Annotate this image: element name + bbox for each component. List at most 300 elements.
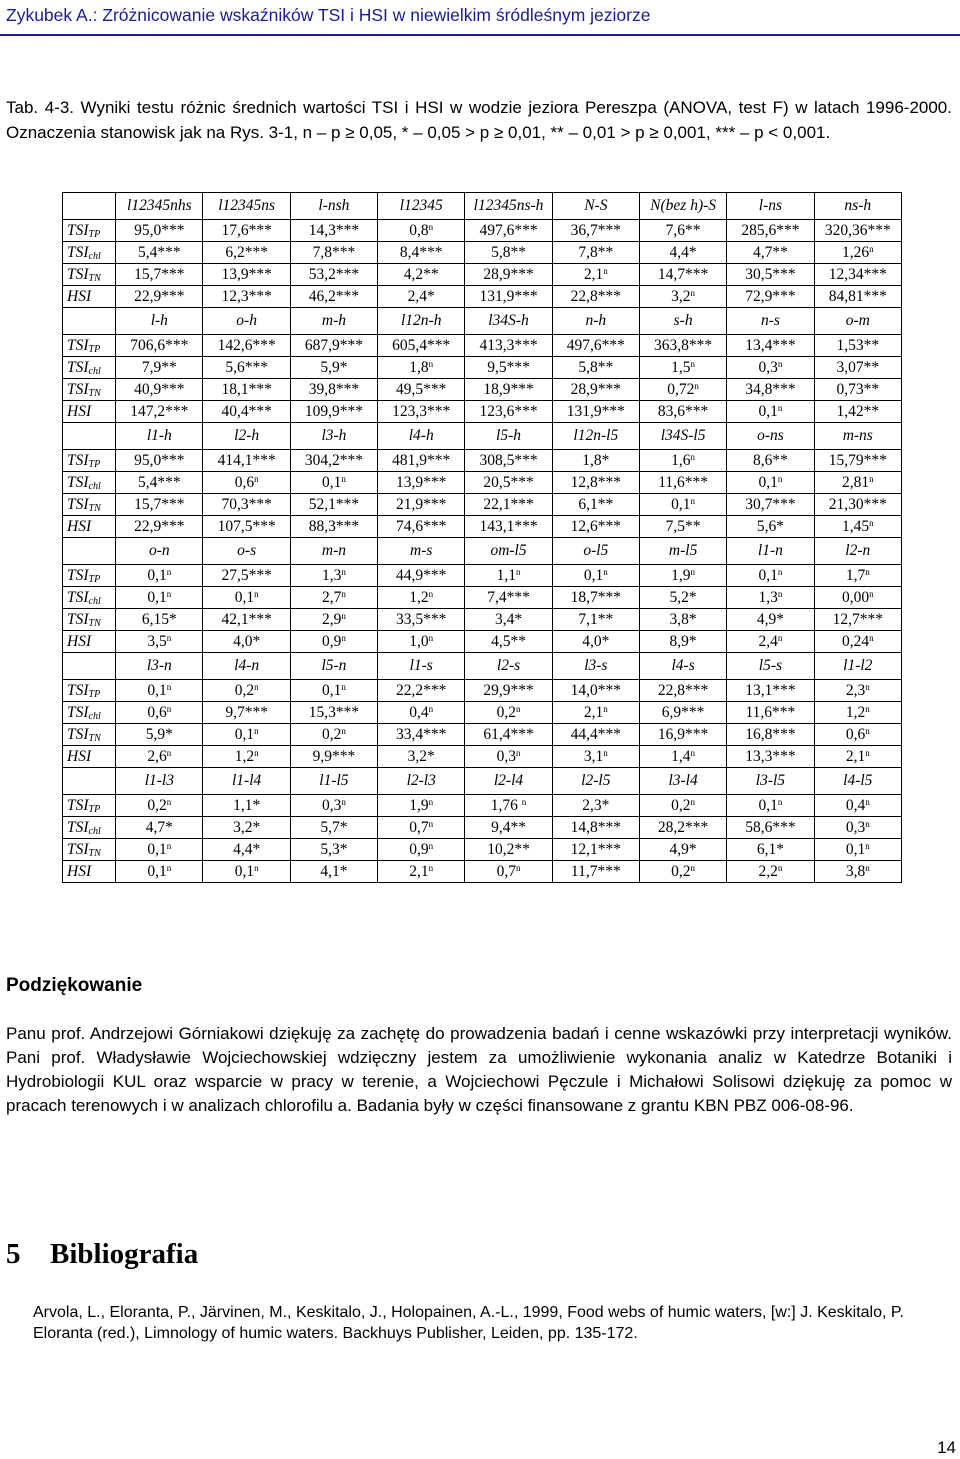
table-cell: 40,9*** [116, 379, 203, 401]
row-label-base: TSI [67, 840, 89, 858]
table-cell: 4,2** [378, 264, 465, 286]
running-header: Zykubek A.: Zróżnicowanie wskaźników TSI i HSI w niewielkim śródleśnym jeziorze [6, 5, 651, 25]
table-cell: 13,4*** [727, 335, 814, 357]
table-cell: 16,8*** [727, 724, 814, 746]
table-cell: 46,2*** [290, 286, 377, 308]
table-row [63, 680, 902, 702]
significance-marker: n [428, 840, 434, 851]
table-cell: 3,2$^n$ [639, 286, 726, 308]
table-cell: 2,1$^n$ [378, 861, 465, 883]
table-cell: 10,2** [465, 839, 552, 861]
table-cell: 12,1*** [552, 839, 639, 861]
table-cell: 1,45$^n$ [814, 516, 901, 538]
column-header: l12345ns [203, 193, 290, 220]
row-label-base: TSI [67, 818, 89, 836]
table-cell: 0,1$^n$ [727, 795, 814, 817]
row-label-base: TSI [67, 221, 89, 239]
table-cell: 33,4*** [378, 724, 465, 746]
column-header: l1-l3 [116, 768, 203, 795]
table-cell: 7,8** [552, 242, 639, 264]
table-cell: 2,1$^n$ [814, 746, 901, 768]
table-cell: 9,9*** [290, 746, 377, 768]
significance-marker: n [865, 703, 870, 714]
row-label-base: TSI [67, 725, 89, 743]
table-cell: 2,3* [552, 795, 639, 817]
column-header: l-ns [727, 193, 814, 220]
table-cell: 3,4* [465, 609, 552, 631]
table-cell: 5,6* [727, 516, 814, 538]
table-cell: 1,76 $^n$ [465, 795, 552, 817]
table-cell: 4,4* [203, 839, 290, 861]
row-label-subscript: TN [88, 847, 101, 859]
row-label [63, 861, 116, 883]
significance-marker: n [694, 380, 699, 391]
table-cell: 1,2$^n$ [814, 702, 901, 724]
row-label-base: HSI [67, 747, 92, 765]
significance-marker: n [428, 796, 434, 807]
table-cell: 28,9*** [465, 264, 552, 286]
row-label-subscript: chl [88, 365, 101, 377]
table-cell: 131,9*** [465, 286, 552, 308]
table-cell: 481,9*** [378, 450, 465, 472]
row-label-base: TSI [67, 610, 89, 628]
column-header: m-l5 [639, 538, 726, 565]
column-header: l34S-h [465, 308, 552, 335]
table-cell: 7,6** [639, 220, 726, 242]
table-cell: 70,3*** [203, 494, 290, 516]
table-cell: 706,6*** [116, 335, 203, 357]
table-header-row [63, 768, 902, 795]
column-header: l4-s [639, 653, 726, 680]
significance-marker: n [166, 632, 172, 643]
row-label [63, 357, 116, 379]
table-cell: 49,5*** [378, 379, 465, 401]
table-cell: 131,9*** [552, 401, 639, 423]
table-cell: 74,6*** [378, 516, 465, 538]
table-cell: 4,0* [552, 631, 639, 653]
row-label [63, 242, 116, 264]
table-cell: 142,6*** [203, 335, 290, 357]
table-header-row [63, 423, 902, 450]
table-cell: 1,7$^n$ [814, 565, 901, 587]
table-row [63, 724, 902, 746]
table-cell: 84,81*** [814, 286, 901, 308]
column-header: n-s [727, 308, 814, 335]
table-cell: 1,9$^n$ [378, 795, 465, 817]
table-cell: 7,4*** [465, 587, 552, 609]
table-cell: 0,1$^n$ [290, 680, 377, 702]
table-cell: 0,1$^n$ [814, 839, 901, 861]
table-cell: 8,4*** [378, 242, 465, 264]
table-cell: 0,8$^n$ [378, 220, 465, 242]
table-cell: 1,0$^n$ [378, 631, 465, 653]
table-cell: 88,3*** [290, 516, 377, 538]
row-label [63, 587, 116, 609]
table-cell: 3,2* [203, 817, 290, 839]
table-cell: 1,8$^n$ [378, 357, 465, 379]
significance-marker: n [869, 473, 874, 484]
column-header: l12345ns-h [465, 193, 552, 220]
table-cell: 8,6** [727, 450, 814, 472]
table-cell: 3,8* [639, 609, 726, 631]
significance-marker: n [428, 632, 434, 643]
table-cell: 0,1$^n$ [552, 565, 639, 587]
row-label-base: HSI [67, 632, 92, 650]
significance-marker: n [166, 681, 172, 692]
table-row [63, 609, 902, 631]
row-label-subscript: TN [88, 502, 101, 514]
significance-marker: n [254, 862, 259, 873]
table-cell: 0,73** [814, 379, 901, 401]
table-cell: 143,1*** [465, 516, 552, 538]
table-cell: 20,5*** [465, 472, 552, 494]
significance-marker: n [603, 566, 608, 577]
row-label-subscript: TP [88, 458, 101, 470]
table-cell: 2,2$^n$ [727, 861, 814, 883]
table-cell: 123,6*** [465, 401, 552, 423]
table-cell: 28,2*** [639, 817, 726, 839]
table-cell: 8,9* [639, 631, 726, 653]
row-label-base: TSI [67, 703, 89, 721]
table-cell: 14,7*** [639, 264, 726, 286]
column-header: o-s [203, 538, 290, 565]
column-header: l12n-h [378, 308, 465, 335]
table-cell: 0,2$^n$ [290, 724, 377, 746]
table-cell: 9,4** [465, 817, 552, 839]
table-cell: 605,4*** [378, 335, 465, 357]
table-row [63, 565, 902, 587]
table-cell: 363,8*** [639, 335, 726, 357]
column-header: l5-s [727, 653, 814, 680]
row-label [63, 631, 116, 653]
table-row [63, 746, 902, 768]
table-header-row [63, 653, 902, 680]
row-label-base: TSI [67, 588, 89, 606]
row-label-base: TSI [67, 451, 89, 469]
row-label [63, 379, 116, 401]
header-blank-cell [63, 538, 116, 565]
significance-marker: n [166, 566, 172, 577]
significance-marker: n [515, 862, 521, 873]
significance-marker: n [690, 358, 696, 369]
table-cell: 0,1$^n$ [203, 724, 290, 746]
table-cell: 44,4*** [552, 724, 639, 746]
table-cell: 0,1$^n$ [116, 680, 203, 702]
row-label [63, 724, 116, 746]
table-cell: 3,1$^n$ [552, 746, 639, 768]
row-label-base: HSI [67, 402, 92, 420]
table-cell: 0,9$^n$ [290, 631, 377, 653]
table-cell: 0,2$^n$ [639, 795, 726, 817]
table-cell: 0,6$^n$ [116, 702, 203, 724]
row-label [63, 472, 116, 494]
table-cell: 53,2*** [290, 264, 377, 286]
significance-marker: n [166, 862, 172, 873]
table-cell: 5,9* [116, 724, 203, 746]
table-cell: 36,7*** [552, 220, 639, 242]
column-header: l5-n [290, 653, 377, 680]
table-cell: 27,5*** [203, 565, 290, 587]
acknowledgements-text: Panu prof. Andrzejowi Górniakowi dziękuję za zachętę do prowadzenia badań i cenne wskazówki przy interpretacji wyników. Pani prof. Władysławie Wojciechowskiej wdzięczny jestem za umożliwienie wykonania analiz w Katedrze Botaniki i Hydrobiologii KUL oraz wsparcie w pracy w terenie, a Wojciechowi Pęczule i Michałowi Solisowi dziękuję za pomoc w pracach terenowych i w analizach chlorofilu a. Badania były w części finansowane z grantu KBN PBZ 006-08-96. [6, 1024, 952, 1115]
table-row [63, 264, 902, 286]
table-row [63, 795, 902, 817]
significance-marker: n [254, 681, 259, 692]
row-label [63, 335, 116, 357]
table-row [63, 516, 902, 538]
table-cell: 4,9* [639, 839, 726, 861]
table-cell: 18,7*** [552, 587, 639, 609]
column-header: l2-h [203, 423, 290, 450]
column-header: s-h [639, 308, 726, 335]
table-cell: 40,4*** [203, 401, 290, 423]
header-blank-cell [63, 308, 116, 335]
table-cell: 22,2*** [378, 680, 465, 702]
row-label-base: HSI [67, 287, 92, 305]
significance-marker: n [166, 747, 172, 758]
table-cell: 497,6*** [465, 220, 552, 242]
significance-marker: n [341, 681, 346, 692]
significance-marker: n [865, 747, 870, 758]
row-label [63, 680, 116, 702]
table-row [63, 220, 902, 242]
table-cell: 29,9*** [465, 680, 552, 702]
significance-marker: n [690, 796, 696, 807]
significance-marker: n [865, 796, 870, 807]
table-cell: 414,1*** [203, 450, 290, 472]
table-cell: 4,0* [203, 631, 290, 653]
header-blank-cell [63, 768, 116, 795]
row-label-subscript: chl [88, 825, 101, 837]
column-header: l4-n [203, 653, 290, 680]
table-cell: 3,8$^n$ [814, 861, 901, 883]
table-cell: 0,4$^n$ [378, 702, 465, 724]
table-cell: 0,2$^n$ [203, 680, 290, 702]
table-cell: 320,36*** [814, 220, 901, 242]
row-label [63, 286, 116, 308]
table-cell: 7,5** [639, 516, 726, 538]
table-cell: 687,9*** [290, 335, 377, 357]
table-cell: 1,2$^n$ [378, 587, 465, 609]
table-cell: 497,6*** [552, 335, 639, 357]
column-header: om-l5 [465, 538, 552, 565]
table-cell: 147,2*** [116, 401, 203, 423]
table-cell: 0,1$^n$ [116, 587, 203, 609]
table-cell: 0,1$^n$ [203, 861, 290, 883]
row-label-subscript: chl [88, 710, 101, 722]
table-cell: 18,9*** [465, 379, 552, 401]
significance-marker: n [690, 287, 696, 298]
table-cell: 22,9*** [116, 516, 203, 538]
column-header: o-n [116, 538, 203, 565]
column-header: l-nsh [290, 193, 377, 220]
table-cell: 52,1*** [290, 494, 377, 516]
table-cell: 58,6*** [727, 817, 814, 839]
significance-marker: n [690, 451, 696, 462]
column-header: l3-h [290, 423, 377, 450]
column-header: l12345 [378, 193, 465, 220]
column-header: o-h [203, 308, 290, 335]
table-cell: 0,1$^n$ [203, 587, 290, 609]
table-cell: 1,6$^n$ [639, 450, 726, 472]
table-cell: 2,6$^n$ [116, 746, 203, 768]
table-cell: 95,0*** [116, 450, 203, 472]
table-cell: 107,5*** [203, 516, 290, 538]
row-label [63, 401, 116, 423]
significance-marker: n [865, 840, 870, 851]
column-header: m-n [290, 538, 377, 565]
table-cell: 0,7$^n$ [378, 817, 465, 839]
table-cell: 11,6*** [639, 472, 726, 494]
significance-marker: n [515, 566, 521, 577]
row-label-subscript: chl [88, 595, 101, 607]
table-row [63, 379, 902, 401]
row-label-subscript: chl [88, 250, 101, 262]
significance-marker: n [254, 473, 259, 484]
column-header: n-h [552, 308, 639, 335]
table-row [63, 494, 902, 516]
table-cell: 3,07** [814, 357, 901, 379]
table-cell: 0,1$^n$ [727, 565, 814, 587]
row-label [63, 839, 116, 861]
significance-marker: n [869, 588, 874, 599]
row-label [63, 609, 116, 631]
column-header: l3-l4 [639, 768, 726, 795]
table-cell: 0,1$^n$ [116, 861, 203, 883]
row-label [63, 565, 116, 587]
table-cell: 9,7*** [203, 702, 290, 724]
row-label-base: TSI [67, 380, 89, 398]
table-row [63, 861, 902, 883]
table-cell: 7,8*** [290, 242, 377, 264]
row-label [63, 795, 116, 817]
significance-marker: n [428, 588, 434, 599]
table-row [63, 587, 902, 609]
table-cell: 28,9*** [552, 379, 639, 401]
table-cell: 2,4* [378, 286, 465, 308]
table-cell: 6,1* [727, 839, 814, 861]
row-label-base: TSI [67, 796, 89, 814]
table-cell: 0,1$^n$ [116, 565, 203, 587]
significance-marker: n [777, 862, 783, 873]
significance-marker: n [341, 610, 346, 621]
table-cell: 6,9*** [639, 702, 726, 724]
table-cell: 13,9*** [378, 472, 465, 494]
table-cell: 4,4* [639, 242, 726, 264]
table-cell: 5,2* [639, 587, 726, 609]
significance-marker: n [865, 725, 870, 736]
table-row [63, 450, 902, 472]
significance-marker: n [521, 796, 527, 807]
table-cell: 5,9* [290, 357, 377, 379]
significance-marker: n [254, 588, 259, 599]
significance-marker: n [428, 221, 434, 232]
table-cell: 9,5*** [465, 357, 552, 379]
table-cell: 123,3*** [378, 401, 465, 423]
table-cell: 1,42** [814, 401, 901, 423]
table-cell: 4,5** [465, 631, 552, 653]
column-header: l5-h [465, 423, 552, 450]
significance-marker: n [690, 566, 696, 577]
column-header: l2-n [814, 538, 901, 565]
column-header: l4-h [378, 423, 465, 450]
column-header: l2-l5 [552, 768, 639, 795]
table-cell: 413,3*** [465, 335, 552, 357]
column-header: m-ns [814, 423, 901, 450]
table-cell: 42,1*** [203, 609, 290, 631]
table-cell: 2,9$^n$ [290, 609, 377, 631]
table-cell: 1,8* [552, 450, 639, 472]
table-cell: 0,9$^n$ [378, 839, 465, 861]
table-cell: 0,1$^n$ [639, 494, 726, 516]
table-cell: 0,1$^n$ [116, 839, 203, 861]
column-header: l1-l5 [290, 768, 377, 795]
row-label-subscript: TP [88, 228, 101, 240]
significance-marker: n [865, 818, 870, 829]
column-header: N(bez h)-S [639, 193, 726, 220]
row-label-base: TSI [67, 243, 89, 261]
section-title: Bibliografia [50, 1238, 199, 1270]
significance-marker: n [865, 566, 870, 577]
column-header: o-l5 [552, 538, 639, 565]
significance-marker: n [515, 747, 521, 758]
column-header: m-h [290, 308, 377, 335]
table-cell: 4,7** [727, 242, 814, 264]
column-header: l12n-l5 [552, 423, 639, 450]
table-row [63, 817, 902, 839]
table-cell: 2,7$^n$ [290, 587, 377, 609]
significance-marker: n [428, 703, 434, 714]
row-label-subscript: TP [88, 803, 101, 815]
row-label-subscript: TP [88, 343, 101, 355]
significance-marker: n [428, 818, 434, 829]
significance-marker: n [515, 703, 521, 714]
table-cell: 7,1** [552, 609, 639, 631]
table-cell: 95,0*** [116, 220, 203, 242]
table-cell: 12,3*** [203, 286, 290, 308]
column-header: l3-l5 [727, 768, 814, 795]
table-cell: 34,8*** [727, 379, 814, 401]
table-cell: 15,7*** [116, 264, 203, 286]
row-label-subscript: TN [88, 617, 101, 629]
table-cell: 5,6*** [203, 357, 290, 379]
table-row [63, 631, 902, 653]
table-cell: 11,6*** [727, 702, 814, 724]
table-cell: 0,00$^n$ [814, 587, 901, 609]
row-label-subscript: TN [88, 732, 101, 744]
table-cell: 0,7$^n$ [465, 861, 552, 883]
column-header: l1-l2 [814, 653, 901, 680]
table-cell: 1,5$^n$ [639, 357, 726, 379]
significance-marker: n [341, 632, 346, 643]
significance-marker: n [777, 632, 783, 643]
header-blank-cell [63, 193, 116, 220]
table-cell: 15,7*** [116, 494, 203, 516]
table-cell: 304,2*** [290, 450, 377, 472]
column-header: N-S [552, 193, 639, 220]
row-label-base: TSI [67, 681, 89, 699]
table-cell: 2,81$^n$ [814, 472, 901, 494]
table-cell: 0,6$^n$ [203, 472, 290, 494]
row-label-base: TSI [67, 495, 89, 513]
table-cell: 22,1*** [465, 494, 552, 516]
table-cell: 11,7*** [552, 861, 639, 883]
row-label [63, 516, 116, 538]
bibliography-heading [6, 1238, 198, 1271]
column-header: l3-n [116, 653, 203, 680]
table-header-row [63, 193, 902, 220]
significance-marker: n [341, 473, 346, 484]
significance-marker: n [865, 681, 870, 692]
